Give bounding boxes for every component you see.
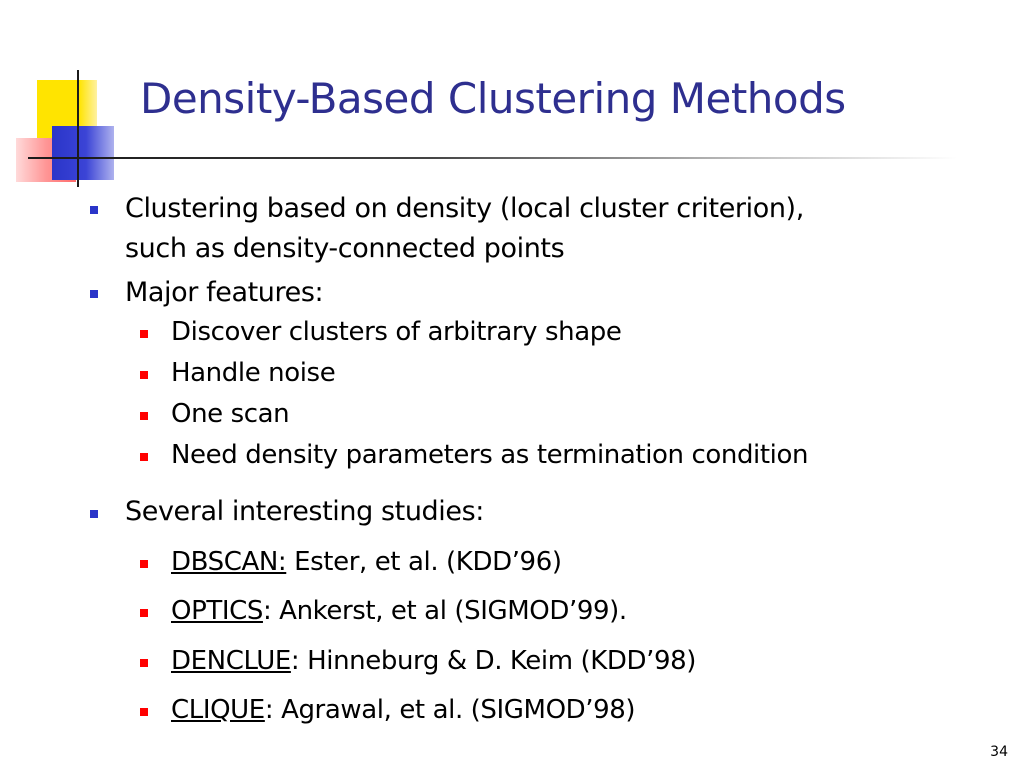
study-citation: : Hinneburg & D. Keim (KDD’98)	[290, 646, 697, 676]
sub-bullet-text: Need density parameters as termination condition	[171, 440, 809, 470]
study-item	[171, 542, 562, 582]
sub-bullet-marker	[140, 371, 148, 379]
study-citation: : Agrawal, et al. (SIGMOD’98)	[264, 695, 636, 725]
study-name-clique: CLIQUE	[171, 695, 265, 725]
study-name-dbscan: DBSCAN:	[171, 547, 287, 577]
bullet-text: Major features:	[125, 277, 324, 308]
sub-bullet-marker	[140, 609, 148, 617]
study-citation: Ester, et al. (KDD’96)	[286, 547, 562, 577]
study-citation: : Ankerst, et al (SIGMOD’99).	[262, 596, 627, 626]
sub-bullet-text: Discover clusters of arbitrary shape	[171, 317, 622, 347]
study-item	[171, 641, 696, 681]
bullet-text: Clustering based on density (local cluster criterion),	[125, 193, 804, 224]
sub-bullet-marker	[140, 453, 148, 461]
bullet-text: Several interesting studies:	[125, 496, 484, 527]
sub-bullet-marker	[140, 708, 148, 716]
bullet-text-continuation: such as density-connected points	[125, 233, 565, 264]
sub-bullet-marker	[140, 560, 148, 568]
bullet-marker	[90, 510, 98, 518]
sub-bullet-text: Handle noise	[171, 358, 336, 388]
sub-bullet-text: One scan	[171, 399, 290, 429]
page-number: 34	[990, 744, 1008, 760]
sub-bullet-marker	[140, 330, 148, 338]
study-item	[171, 690, 635, 730]
sub-bullet-marker	[140, 659, 148, 667]
bullet-marker	[90, 206, 98, 214]
slide-title: Density-Based Clustering Methods	[140, 74, 846, 123]
study-name-denclue: DENCLUE	[171, 646, 291, 676]
sub-bullet-marker	[140, 412, 148, 420]
bullet-marker	[90, 290, 98, 298]
study-item	[171, 591, 627, 631]
study-name-optics: OPTICS	[171, 596, 263, 626]
